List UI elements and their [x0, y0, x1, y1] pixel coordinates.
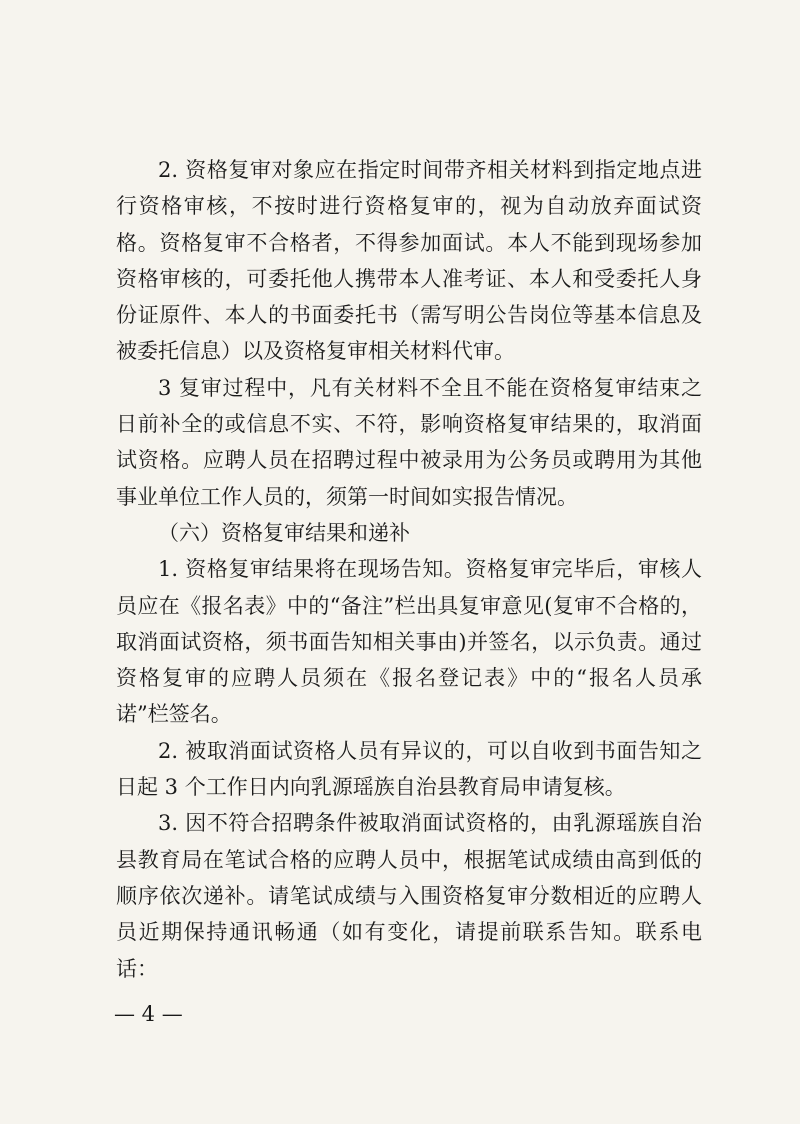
- paragraph-review-materials: 2. 资格复审对象应在指定时间带齐相关材料到指定地点进行资格审核，不按时进行资格复审的，视为自动放弃面试资格。资格复审不合格者，不得参加面试。本人不能到现场参加资格审核的，可委托他人携带本人准考证、本人和受委托人身份证原件、本人的书面委托书（需写明公告岗位等基本信息及被委托信息）以及资格复审相关材料代审。: [116, 158, 702, 364]
- paragraph-review-process: 3 复审过程中，凡有关材料不全且不能在资格复审结束之日前补全的或信息不实、不符，影响资格复审结果的，取消面试资格。应聘人员在招聘过程中被录用为公务员或聘用为其他事业单位工作人员的，须第一时间如实报告情况。: [116, 375, 702, 509]
- document-body: [116, 152, 702, 987]
- page-number: — 4 —: [114, 1002, 183, 1026]
- section-heading-review-results: （六）资格复审结果和递补: [158, 520, 410, 545]
- paragraph-substitution: 3. 因不符合招聘条件被取消面试资格的，由乳源瑶族自治县教育局在笔试合格的应聘人员中，根据笔试成绩由高到低的顺序依次递补。请笔试成绩与入围资格复审分数相近的应聘人员近期保持通讯畅通（如有变化，请提前联系告知。联系电话：: [116, 811, 702, 981]
- paragraph-objection: 2. 被取消面试资格人员有异议的，可以自收到书面告知之日起 3 个工作日内向乳源瑶族自治县教育局申请复核。: [116, 738, 702, 800]
- paragraph-review-results: 1. 资格复审结果将在现场告知。资格复审完毕后，审核人员应在《报名表》中的“备注”栏出具复审意见(复审不合格的，取消面试资格，须书面告知相关事由)并签名，以示负责。通过资格复审的应聘人员须在《报名登记表》中的“报名人员承诺”栏签名。: [116, 557, 702, 727]
